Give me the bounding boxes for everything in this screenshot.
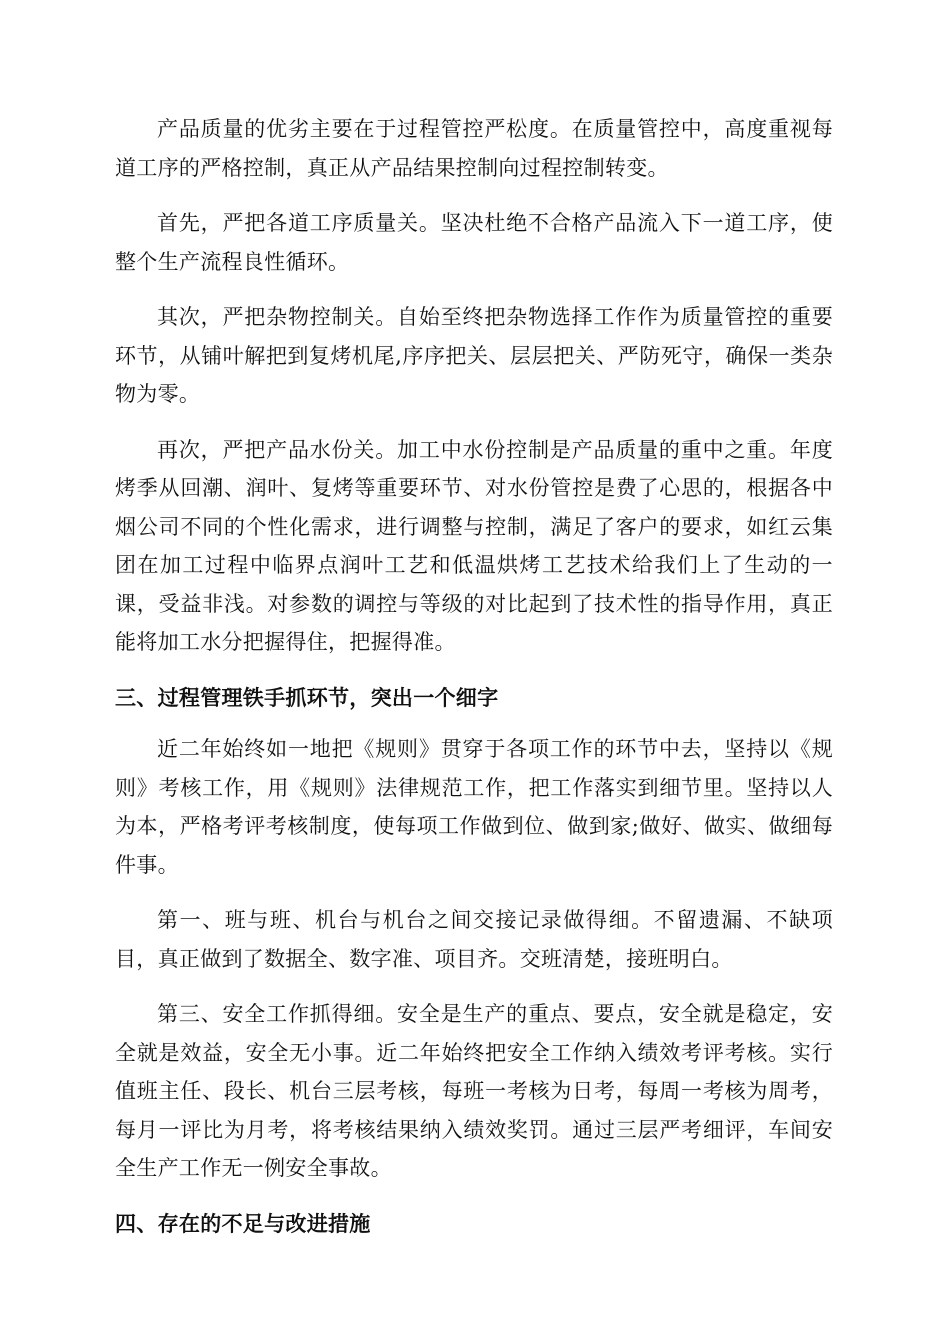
section-heading-three: 三、过程管理铁手抓环节，突出一个细字 <box>115 685 499 710</box>
paragraph-rules-detail: 近二年始终如一地把《规则》贯穿于各项工作的环节中去，坚持以《规则》考核工作，用《规则》法律规范工作，把工作落实到细节里。坚持以人为本，严格考评考核制度，使每项工作做到位、做到家;做好、做实、做细每件事。 <box>115 737 833 877</box>
paragraph-quality-control: 产品质量的优劣主要在于过程管控严松度。在质量管控中，高度重视每道工序的严格控制，真正从产品结果控制向过程控制转变。 <box>115 117 833 180</box>
paragraph-safety-work: 第三、安全工作抓得细。安全是生产的重点、要点，安全就是稳定，安全就是效益，安全无小事。近二年始终把安全工作纳入绩效考评考核。实行值班主任、段长、机台三层考核，每班一考核为日考，每周一考核为周考，每月一评比为月考，将考核结果纳入绩效奖罚。通过三层严考细评，车间安全生产工作无一例安全事故。 <box>115 1002 833 1180</box>
paragraph-first-process-check: 首先，严把各道工序质量关。坚决杜绝不合格产品流入下一道工序，使整个生产流程良性循环。 <box>115 211 833 274</box>
document-body <box>115 110 833 1256</box>
paragraph-second-debris-control: 其次，严把杂物控制关。自始至终把杂物选择工作作为质量管控的重要环节，从铺叶解把到复烤机尾,序序把关、层层把关、严防死守，确保一类杂物为零。 <box>115 305 833 406</box>
paragraph-handover-records: 第一、班与班、机台与机台之间交接记录做得细。不留遗漏、不缺项目，真正做到了数据全、数字准、项目齐。交班清楚，接班明白。 <box>115 908 833 971</box>
section-heading-four: 四、存在的不足与改进措施 <box>115 1211 371 1236</box>
paragraph-third-moisture-control: 再次，严把产品水份关。加工中水份控制是产品质量的重中之重。年度烤季从回潮、润叶、复烤等重要环节、对水份管控是费了心思的，根据各中烟公司不同的个性化需求，进行调整与控制，满足了客户的要求，如红云集团在加工过程中临界点润叶工艺和低温烘烤工艺技术给我们上了生动的一课，受益非浅。对参数的调控与等级的对比起到了技术性的指导作用，真正能将加工水分把握得住，把握得准。 <box>115 437 833 654</box>
